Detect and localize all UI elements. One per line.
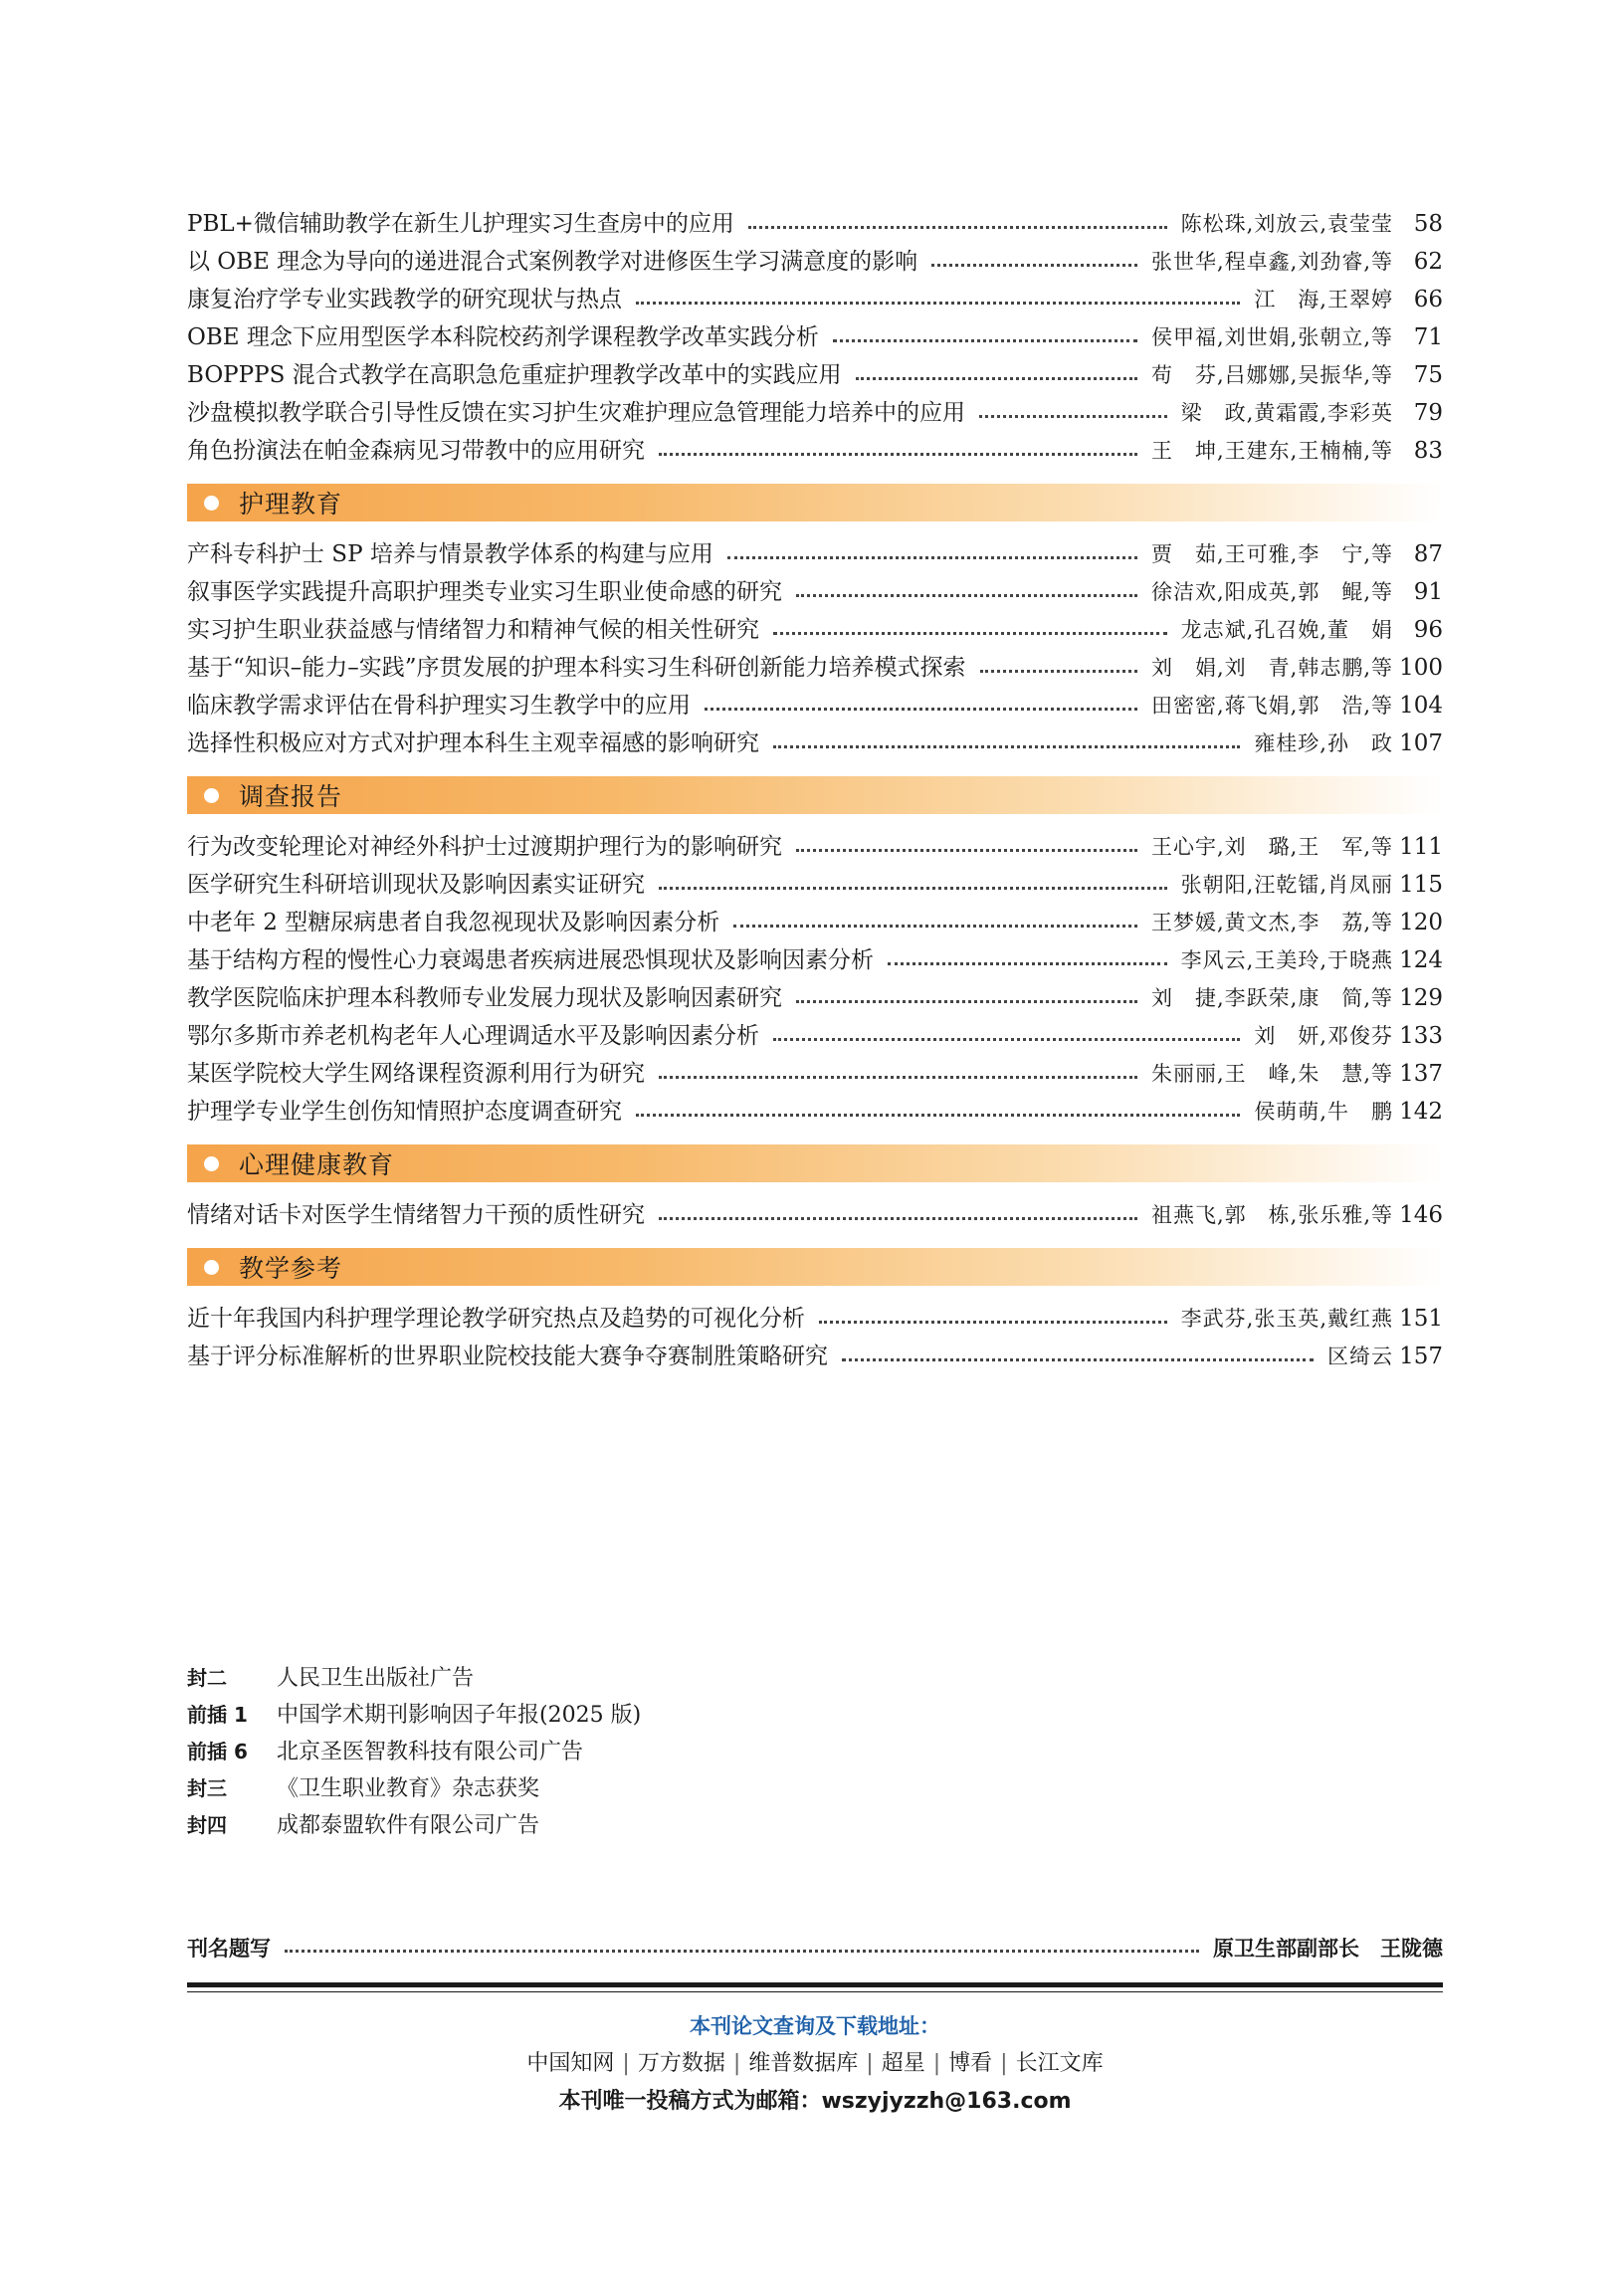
entry-page-number: 96 (1413, 617, 1443, 643)
entry-authors: 侯萌萌,牛 鹏 (1254, 1100, 1393, 1124)
insert-position: 封四 (187, 1813, 227, 1837)
insert-position: 封三 (187, 1776, 227, 1800)
entry-page-number: 75 (1413, 362, 1443, 388)
insert-item (187, 1807, 641, 1844)
entry-page-number: 111 (1399, 834, 1443, 860)
section-header (187, 776, 1443, 814)
toc-entry[interactable] (187, 687, 1443, 725)
entry-authors: 王梦媛,黄文杰,李 荔,等 (1150, 911, 1393, 934)
entry-title: 以 OBE 理念为导向的递进混合式案例教学对进修医生学习满意度的影响 (187, 249, 918, 275)
entry-authors: 王心宇,刘 璐,王 军,等 (1150, 835, 1393, 859)
entry-title: 选择性积极应对方式对护理本科生主观幸福感的影响研究 (187, 730, 759, 756)
leader-dots (980, 670, 1137, 673)
leader-dots (705, 708, 1137, 711)
toc-entry[interactable] (187, 535, 1443, 573)
insert-description: 中国学术期刊影响因子年报(2025 版) (277, 1703, 642, 1728)
leader-dots (796, 594, 1137, 597)
leader-dots (931, 264, 1137, 267)
entry-page-number: 137 (1399, 1061, 1443, 1087)
section-header (187, 1248, 1443, 1286)
entry-title: 基于“知识–能力–实践”序贯发展的护理本科实习生科研创新能力培养模式探索 (187, 655, 966, 681)
database-name: 超星 (881, 2051, 925, 2076)
database-separator: | (1000, 2051, 1008, 2076)
leader-dots (796, 1000, 1137, 1003)
section-bullet-icon (204, 1156, 219, 1171)
entry-title: 基于结构方程的慢性心力衰竭患者疾病进展恐惧现状及影响因素分析 (187, 947, 874, 973)
insert-position: 封二 (187, 1666, 227, 1690)
entry-title: 教学医院临床护理本科教师专业发展力现状及影响因素研究 (187, 985, 782, 1011)
entry-page-number: 142 (1399, 1099, 1443, 1125)
entry-title: 行为改变轮理论对神经外科护士过渡期护理行为的影响研究 (187, 834, 782, 860)
toc-entry[interactable] (187, 356, 1443, 394)
inscription-author: 原卫生部副部长 王陇德 (1213, 1937, 1443, 1961)
entry-page-number: 66 (1413, 287, 1443, 312)
section-bullet-icon (204, 1260, 219, 1275)
toc-entry[interactable] (187, 281, 1443, 318)
leader-dots (636, 1114, 1240, 1117)
entry-page-number: 83 (1413, 438, 1443, 464)
toc-entry[interactable] (187, 1017, 1443, 1055)
entry-page-number: 107 (1399, 730, 1443, 756)
table-of-contents (187, 205, 1443, 1375)
entry-authors: 梁 政,黄霜霞,李彩英 (1180, 401, 1393, 425)
entry-title: 医学研究生科研培训现状及影响因素实证研究 (187, 872, 645, 898)
entry-authors: 陈松珠,刘放云,袁莹莹 (1180, 212, 1393, 236)
entry-page-number: 71 (1413, 324, 1443, 350)
section-bullet-icon (204, 496, 219, 511)
insert-item (187, 1697, 641, 1734)
toc-entry[interactable] (187, 1196, 1443, 1234)
toc-entry[interactable] (187, 1338, 1443, 1375)
leader-dots (659, 1217, 1137, 1220)
insert-position: 前插 1 (187, 1703, 248, 1727)
entry-page-number: 120 (1399, 910, 1443, 935)
entry-page-number: 124 (1399, 947, 1443, 973)
insert-list (187, 1660, 641, 1844)
database-separator: | (932, 2051, 941, 2076)
leader-dots (659, 1076, 1137, 1079)
database-name: 万方数据 (637, 2051, 725, 2076)
toc-entry[interactable] (187, 243, 1443, 281)
database-name: 中国知网 (526, 2051, 615, 2076)
entry-page-number: 58 (1413, 211, 1443, 237)
entry-title: 鄂尔多斯市养老机构老年人心理调适水平及影响因素分析 (187, 1023, 759, 1049)
toc-entry[interactable] (187, 979, 1443, 1017)
entry-authors: 李风云,王美玲,于晓燕 (1180, 948, 1393, 972)
toc-entry[interactable] (187, 828, 1443, 866)
leader-dots (888, 962, 1167, 965)
section-title: 教学参考 (239, 1254, 343, 1283)
entry-title: 康复治疗学专业实践教学的研究现状与热点 (187, 287, 622, 312)
entry-title: 实习护生职业获益感与情绪智力和精神气候的相关性研究 (187, 617, 759, 643)
insert-item (187, 1660, 641, 1697)
leader-dots (727, 556, 1137, 559)
database-separator: | (866, 2051, 874, 2076)
toc-entry[interactable] (187, 941, 1443, 979)
leader-dots (842, 1358, 1314, 1361)
section-title: 心理健康教育 (239, 1150, 395, 1179)
toc-entry[interactable] (187, 1093, 1443, 1131)
entry-authors: 张世华,程卓鑫,刘劲睿,等 (1150, 250, 1393, 274)
entry-title: PBL+微信辅助教学在新生儿护理实习生查房中的应用 (187, 211, 734, 237)
entry-authors: 田密密,蒋飞娟,郭 浩,等 (1150, 694, 1393, 718)
submission-email: 本刊唯一投稿方式为邮箱：wszyjyzzh@163.com (558, 2089, 1072, 2114)
database-name: 博看 (948, 2051, 993, 2076)
entry-authors: 张朝阳,汪乾镭,肖凤丽 (1180, 873, 1393, 897)
leader-dots (748, 226, 1167, 229)
entry-authors: 朱丽丽,王 峰,朱 慧,等 (1150, 1062, 1393, 1086)
entry-page-number: 104 (1399, 693, 1443, 719)
entry-page-number: 79 (1413, 400, 1443, 426)
entry-title: 临床教学需求评估在骨科护理实习生教学中的应用 (187, 693, 691, 719)
entry-page-number: 129 (1399, 985, 1443, 1011)
entry-authors: 贾 茹,王可雅,李 宁,等 (1150, 542, 1393, 566)
entry-authors: 雍桂珍,孙 政 (1254, 731, 1393, 755)
entry-title: 沙盘模拟教学联合引导性反馈在实习护生灾难护理应急管理能力培养中的应用 (187, 400, 965, 426)
section-header (187, 484, 1443, 521)
inscription-label: 刊名题写 (187, 1937, 271, 1961)
entry-title: 叙事医学实践提升高职护理类专业实习生职业使命感的研究 (187, 579, 782, 605)
toc-entry[interactable] (187, 725, 1443, 762)
insert-description: 《卫生职业教育》杂志获奖 (277, 1776, 540, 1801)
entry-authors: 祖燕飞,郭 栋,张乐雅,等 (1150, 1203, 1393, 1227)
footer-heading: 本刊论文查询及下载地址： (690, 2014, 940, 2038)
entry-authors: 苟 芬,吕娜娜,吴振华,等 (1150, 363, 1393, 387)
leader-dots (733, 925, 1137, 928)
section-header (187, 1144, 1443, 1182)
entry-authors: 刘 娟,刘 青,韩志鹏,等 (1150, 656, 1393, 680)
leader-dots (773, 1038, 1240, 1041)
leader-dots (833, 339, 1137, 342)
footer-rule-thin (187, 1991, 1443, 1992)
section-bullet-icon (204, 788, 219, 803)
leader-dots (819, 1321, 1167, 1324)
insert-item (187, 1770, 641, 1807)
entry-title: OBE 理念下应用型医学本科院校药剂学课程教学改革实践分析 (187, 324, 819, 350)
leader-dots (285, 1950, 1199, 1953)
entry-page-number: 151 (1399, 1306, 1443, 1332)
entry-authors: 徐洁欢,阳成英,郭 鲲,等 (1150, 580, 1393, 604)
leader-dots (856, 377, 1137, 380)
entry-page-number: 146 (1399, 1202, 1443, 1228)
entry-authors: 侯甲福,刘世娟,张朝立,等 (1150, 325, 1393, 349)
entry-authors: 刘 捷,李跃荣,康 简,等 (1150, 986, 1393, 1010)
entry-page-number: 133 (1399, 1023, 1443, 1049)
entry-authors: 刘 妍,邓俊芬 (1254, 1024, 1393, 1048)
entry-authors: 区绮云 (1327, 1345, 1393, 1368)
title-inscription (187, 1929, 1443, 1967)
section-title: 护理教育 (239, 490, 343, 518)
entry-title: BOPPPS 混合式教学在高职急危重症护理教学改革中的实践应用 (187, 362, 842, 388)
toc-entry[interactable] (187, 432, 1443, 470)
entry-authors: 龙志斌,孔召娩,董 娟 (1180, 618, 1393, 642)
entry-title: 护理学专业学生创伤知情照护态度调查研究 (187, 1099, 622, 1125)
toc-entry[interactable] (187, 573, 1443, 611)
database-name: 维普数据库 (748, 2051, 859, 2076)
toc-entry[interactable] (187, 318, 1443, 356)
insert-position: 前插 6 (187, 1740, 248, 1763)
toc-entry[interactable] (187, 1300, 1443, 1338)
toc-entry[interactable] (187, 866, 1443, 904)
database-list (187, 2044, 1443, 2084)
insert-item (187, 1734, 641, 1770)
toc-entry[interactable] (187, 205, 1443, 243)
footer (187, 2008, 1443, 2120)
entry-title: 某医学院校大学生网络课程资源利用行为研究 (187, 1061, 645, 1087)
database-separator: | (622, 2051, 630, 2076)
entry-title: 产科专科护士 SP 培养与情景教学体系的构建与应用 (187, 541, 713, 567)
entry-page-number: 157 (1399, 1344, 1443, 1369)
insert-description: 北京圣医智教科技有限公司广告 (277, 1740, 584, 1764)
toc-entry[interactable] (187, 649, 1443, 687)
entry-page-number: 62 (1413, 249, 1443, 275)
toc-entry[interactable] (187, 904, 1443, 941)
leader-dots (773, 745, 1240, 748)
leader-dots (636, 302, 1240, 305)
entry-title: 情绪对话卡对医学生情绪智力干预的质性研究 (187, 1202, 645, 1228)
leader-dots (796, 849, 1137, 852)
leader-dots (659, 453, 1137, 456)
leader-dots (979, 415, 1167, 418)
entry-page-number: 91 (1413, 579, 1443, 605)
entry-authors: 李武芬,张玉英,戴红燕 (1180, 1307, 1393, 1331)
insert-description: 成都泰盟软件有限公司广告 (277, 1813, 540, 1838)
entry-page-number: 100 (1399, 655, 1443, 681)
entry-authors: 王 坤,王建东,王楠楠,等 (1150, 439, 1393, 463)
section-title: 调查报告 (239, 782, 343, 811)
entry-title: 近十年我国内科护理学理论教学研究热点及趋势的可视化分析 (187, 1306, 805, 1332)
database-separator: | (732, 2051, 741, 2076)
entry-page-number: 87 (1413, 541, 1443, 567)
leader-dots (773, 632, 1167, 635)
entry-title: 基于评分标准解析的世界职业院校技能大赛争夺赛制胜策略研究 (187, 1344, 828, 1369)
entry-title: 角色扮演法在帕金森病见习带教中的应用研究 (187, 438, 645, 464)
leader-dots (659, 887, 1167, 890)
toc-entry[interactable] (187, 611, 1443, 649)
entry-title: 中老年 2 型糖尿病患者自我忽视现状及影响因素分析 (187, 910, 720, 935)
footer-rule-thick (187, 1982, 1443, 1987)
database-name: 长江文库 (1015, 2051, 1104, 2076)
toc-entry[interactable] (187, 394, 1443, 432)
entry-authors: 江 海,王翠婷 (1254, 288, 1393, 311)
entry-page-number: 115 (1399, 872, 1443, 898)
toc-entry[interactable] (187, 1055, 1443, 1093)
insert-description: 人民卫生出版社广告 (277, 1666, 475, 1691)
